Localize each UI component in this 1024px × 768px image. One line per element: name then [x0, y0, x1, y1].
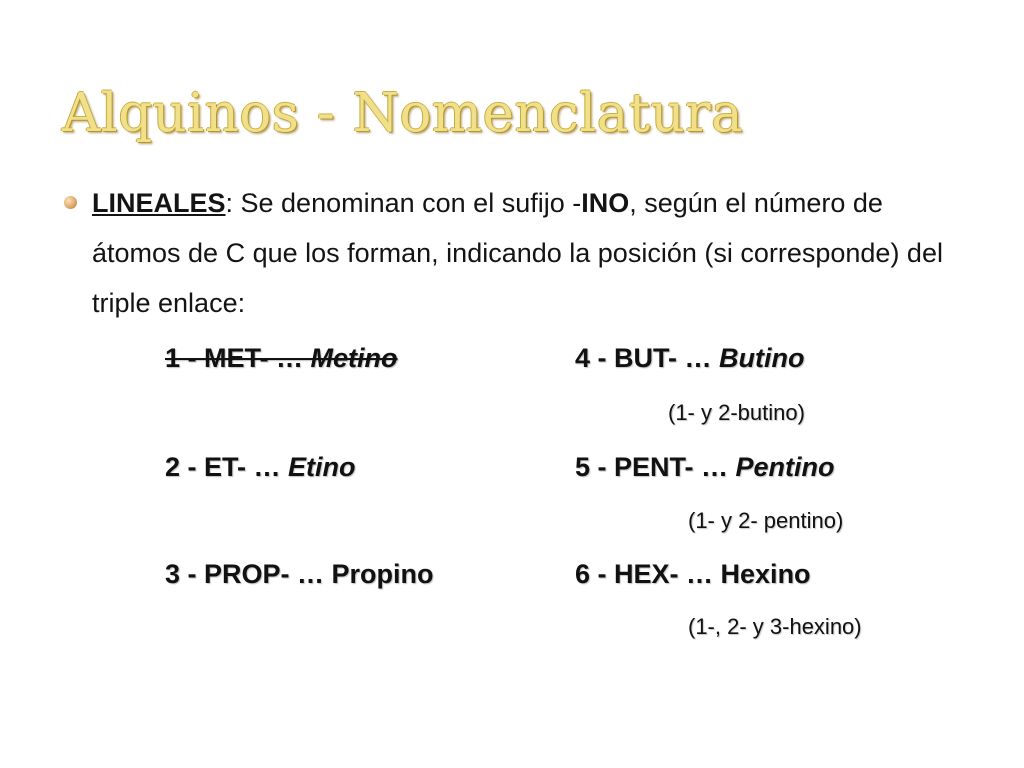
- bullet-paragraph: [92, 178, 952, 328]
- bullet-text-part-1: : Se denominan con el sufijo -: [225, 188, 582, 218]
- entry-name: Metino: [310, 343, 398, 373]
- entry-name: Hexino: [720, 559, 811, 589]
- entry-propino: [165, 554, 434, 594]
- slide-title: Alquinos - Nomenclatura: [62, 83, 744, 144]
- entry-metino: [165, 338, 398, 378]
- entry-name: Etino: [288, 452, 356, 482]
- bullet-dot-icon: [64, 196, 77, 209]
- entry-prefix: 3 - PROP- …: [165, 559, 332, 589]
- note-pentino: (1- y 2- pentino): [688, 508, 844, 533]
- entry-prefix: 4 - BUT- …: [575, 343, 720, 373]
- bullet-text-part-2: , según el número de átomos de C que los forman, indicando la posición (si corresponde) del triple enlace:: [92, 188, 943, 318]
- note-hexino: (1-, 2- y 3-hexino): [688, 614, 862, 639]
- keyword-suffix-ino: INO: [581, 188, 630, 218]
- entry-pentino: [575, 447, 835, 487]
- entry-prefix: 2 - ET- …: [165, 452, 289, 482]
- note-butino: (1- y 2-butino): [668, 400, 805, 425]
- entry-prefix: 5 - PENT- …: [575, 452, 736, 482]
- entry-prefix: 6 - HEX- …: [575, 559, 721, 589]
- entry-prefix: 1 - MET- …: [165, 343, 311, 373]
- entry-butino: [575, 338, 805, 378]
- entry-name: Pentino: [735, 452, 835, 482]
- entry-name: Propino: [331, 559, 434, 589]
- keyword-lineales: LINEALES: [92, 188, 226, 218]
- entry-name: Butino: [719, 343, 805, 373]
- entry-etino: [165, 447, 356, 487]
- entry-hexino: [575, 554, 811, 594]
